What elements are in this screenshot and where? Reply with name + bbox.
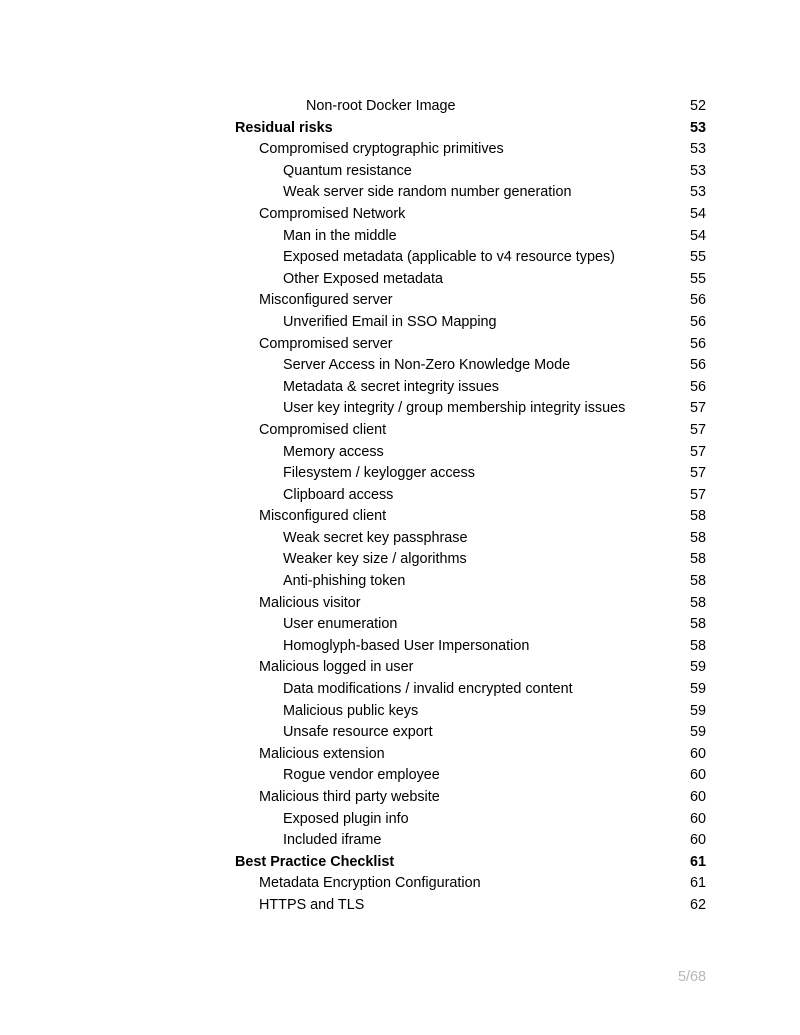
toc-entry[interactable] — [0, 442, 800, 464]
toc-entry-page-number: 62 — [689, 896, 706, 913]
toc-entry-title: Weaker key size / algorithms — [283, 551, 467, 568]
toc-entry-page-number: 61 — [689, 853, 706, 870]
toc-entry[interactable] — [0, 96, 800, 118]
toc-entry-title: Exposed plugin info — [283, 810, 409, 827]
toc-entry-page-number: 60 — [689, 745, 706, 762]
toc-entry[interactable] — [0, 787, 800, 809]
toc-entry[interactable] — [0, 571, 800, 593]
toc-entry-page-number: 58 — [689, 529, 706, 546]
toc-entry-page-number: 57 — [689, 465, 706, 482]
toc-entry-title: Weak server side random number generation — [283, 184, 572, 201]
toc-entry-page-number: 61 — [689, 875, 706, 892]
toc-entry-page-number: 57 — [689, 486, 706, 503]
toc-entry[interactable] — [0, 118, 800, 140]
toc-entry[interactable] — [0, 377, 800, 399]
toc-entry[interactable] — [0, 895, 800, 917]
toc-entry-page-number: 57 — [689, 421, 706, 438]
toc-entry-title: User key integrity / group membership integrity issues — [283, 400, 626, 417]
toc-entry-title: Man in the middle — [283, 227, 397, 244]
toc-entry-page-number: 59 — [689, 681, 706, 698]
toc-entry[interactable] — [0, 398, 800, 420]
toc-entry[interactable] — [0, 679, 800, 701]
toc-entry[interactable] — [0, 744, 800, 766]
toc-entry-title: Rogue vendor employee — [283, 767, 440, 784]
toc-entry[interactable] — [0, 830, 800, 852]
toc-entry[interactable] — [0, 852, 800, 874]
toc-entry-page-number: 57 — [689, 443, 706, 460]
toc-entry-title: Malicious extension — [259, 745, 385, 762]
toc-entry-title: Residual risks — [235, 119, 333, 136]
toc-entry-page-number: 56 — [689, 357, 706, 374]
toc-entry-page-number: 56 — [689, 292, 706, 309]
toc-entry[interactable] — [0, 139, 800, 161]
toc-entry-title: Quantum resistance — [283, 162, 412, 179]
toc-entry-title: Malicious logged in user — [259, 659, 414, 676]
toc-entry[interactable] — [0, 355, 800, 377]
toc-entry[interactable] — [0, 290, 800, 312]
toc-entry-page-number: 58 — [689, 508, 706, 525]
toc-entry[interactable] — [0, 420, 800, 442]
toc-entry-title: Unsafe resource export — [283, 724, 433, 741]
toc-entry-page-number: 58 — [689, 573, 706, 590]
toc-entry-page-number: 58 — [689, 616, 706, 633]
toc-entry[interactable] — [0, 334, 800, 356]
toc-entry[interactable] — [0, 701, 800, 723]
toc-entry-page-number: 54 — [689, 227, 706, 244]
toc-entry-title: Anti-phishing token — [283, 573, 406, 590]
toc-entry[interactable] — [0, 614, 800, 636]
toc-entry-title: Homoglyph-based User Impersonation — [283, 637, 530, 654]
toc-entry-title: Server Access in Non-Zero Knowledge Mode — [283, 357, 571, 374]
toc-entry-title: Weak secret key passphrase — [283, 529, 468, 546]
toc-entry-title: Non-root Docker Image — [306, 98, 456, 114]
toc-entry[interactable] — [0, 182, 800, 204]
toc-entry[interactable] — [0, 226, 800, 248]
toc-entry-page-number: 53 — [689, 141, 706, 158]
toc-entry-title: Compromised Network — [259, 205, 406, 222]
toc-entry[interactable] — [0, 269, 800, 291]
toc-entry[interactable] — [0, 549, 800, 571]
toc-entry-title: Compromised client — [259, 421, 387, 438]
toc-entry[interactable] — [0, 485, 800, 507]
toc-entry-title: Best Practice Checklist — [235, 853, 395, 870]
toc-entry[interactable] — [0, 873, 800, 895]
toc-entry[interactable] — [0, 204, 800, 226]
toc-entry-title: Malicious public keys — [283, 702, 419, 719]
toc-entry-title: Unverified Email in SSO Mapping — [283, 313, 497, 330]
toc-entry-title: Clipboard access — [283, 486, 394, 503]
toc-entry[interactable] — [0, 657, 800, 679]
toc-entry-title: Memory access — [283, 443, 384, 460]
toc-entry-title: Misconfigured client — [259, 508, 387, 525]
toc-entry-title: Metadata & secret integrity issues — [283, 378, 499, 395]
toc-entry[interactable] — [0, 161, 800, 183]
toc-entry[interactable] — [0, 312, 800, 334]
toc-entry-title: Metadata Encryption Configuration — [259, 875, 481, 892]
toc-entry[interactable] — [0, 765, 800, 787]
toc-entry-page-number: 58 — [689, 594, 706, 611]
toc-entry-page-number: 60 — [689, 789, 706, 805]
toc-entry-page-number: 55 — [689, 270, 706, 287]
toc-entry-title: Malicious third party website — [259, 789, 440, 805]
toc-entry[interactable] — [0, 636, 800, 658]
toc-entry[interactable] — [0, 463, 800, 485]
page-number: 5/68 — [677, 969, 706, 985]
toc-entry-page-number: 57 — [689, 400, 706, 417]
toc-entry[interactable] — [0, 722, 800, 744]
toc-entry-title: Other Exposed metadata — [283, 270, 443, 287]
toc-entry-page-number: 60 — [689, 832, 706, 849]
toc-entry-title: HTTPS and TLS — [259, 896, 365, 913]
toc-entry-page-number: 59 — [689, 724, 706, 741]
table-of-contents — [0, 96, 800, 917]
toc-entry[interactable] — [0, 593, 800, 615]
toc-entry-page-number: 58 — [689, 551, 706, 568]
toc-entry-title: Included iframe — [283, 832, 382, 849]
toc-entry-page-number: 60 — [689, 810, 706, 827]
toc-entry-title: Filesystem / keylogger access — [283, 465, 475, 482]
toc-entry[interactable] — [0, 506, 800, 528]
toc-entry-title: Malicious visitor — [259, 594, 361, 611]
toc-entry-page-number: 55 — [689, 249, 706, 266]
toc-entry-page-number: 59 — [689, 702, 706, 719]
toc-entry-page-number: 56 — [689, 335, 706, 352]
toc-entry-page-number: 52 — [689, 98, 706, 114]
toc-entry-title: Compromised server — [259, 335, 393, 352]
toc-entry-page-number: 56 — [689, 378, 706, 395]
toc-entry-page-number: 59 — [689, 659, 706, 676]
toc-entry-page-number: 58 — [689, 637, 706, 654]
toc-entry-page-number: 53 — [689, 119, 706, 136]
toc-entry-title: Compromised cryptographic primitives — [259, 141, 504, 158]
toc-entry-title: User enumeration — [283, 616, 398, 633]
toc-entry[interactable] — [0, 528, 800, 550]
toc-entry[interactable] — [0, 247, 800, 269]
toc-entry-page-number: 53 — [689, 184, 706, 201]
toc-entry-page-number: 56 — [689, 313, 706, 330]
toc-entry-title: Data modifications / invalid encrypted content — [283, 681, 573, 698]
toc-entry-title: Exposed metadata (applicable to v4 resource types) — [283, 249, 615, 266]
toc-entry-page-number: 54 — [689, 205, 706, 222]
toc-entry-page-number: 60 — [689, 767, 706, 784]
toc-entry[interactable] — [0, 809, 800, 831]
toc-entry-page-number: 53 — [689, 162, 706, 179]
toc-entry-title: Misconfigured server — [259, 292, 393, 309]
